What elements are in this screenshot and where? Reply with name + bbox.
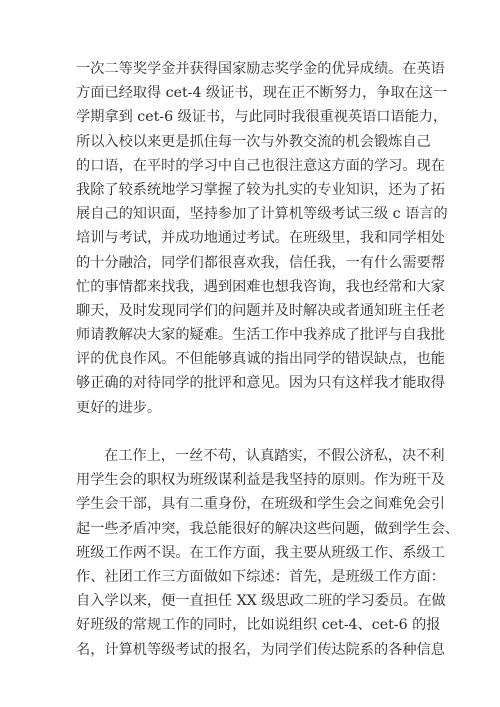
- text-line: 培训与考试，并成功地通过考试。在班级里，我和同学相处: [76, 230, 445, 247]
- paragraph-spacer: [76, 420, 426, 444]
- text-line: 学生会干部，具有二重身份，在班级和学生会之间难免会引: [76, 496, 445, 513]
- text-line: 的十分融洽，同学们都很喜欢我，信任我，一有什么需要帮: [76, 254, 445, 271]
- text-line: 所以入校以来更是抓住每一次与外教交流的机会锻炼自己: [76, 133, 431, 150]
- text-line: 我除了较系统地学习掌握了较为扎实的专业知识，还为了拓: [76, 181, 445, 198]
- text-line: 忙的事情都来找我，遇到困难也想我咨询，我也经常和大家: [76, 278, 445, 295]
- text-line: 展自己的知识面，坚持参加了计算机等级考试三级 c 语言的: [76, 206, 448, 223]
- text-line: 在工作上，一丝不苟，认真踏实，不假公济私，决不利: [104, 448, 445, 464]
- text-line: 学期拿到 cet-6 级证书，与此同时我很重视英语口语能力，: [76, 109, 448, 126]
- text-line: 作、社团工作三方面做如下综述：首先，是班级工作方面：: [76, 568, 445, 585]
- text-line: 聊天，及时发现同学们的问题并及时解决或者通知班主任老: [76, 302, 445, 319]
- text-line: 用学生会的职权为班级谋利益是我坚持的原则。作为班干及: [76, 472, 445, 489]
- text-line: 一次二等奖学金并获得国家励志奖学金的优异成绩。在英语: [76, 61, 445, 77]
- text-line: 的口语，在平时的学习中自己也很注意这方面的学习。现在: [76, 157, 445, 174]
- text-line: 名，计算机等级考试的报名，为同学们传达院系的各种信息: [76, 641, 445, 658]
- text-line: 够正确的对待同学的批评和意见。因为只有这样我才能取得: [76, 375, 445, 392]
- text-line: 起一些矛盾冲突，我总能很好的解决这些问题，做到学生会、: [76, 520, 460, 537]
- text-line: 师请教解决大家的疑难。生活工作中我养成了批评与自我批: [76, 327, 445, 344]
- paragraph-1: [76, 57, 448, 420]
- paragraph-2: [76, 444, 460, 662]
- text-line: 班级工作两不误。在工作方面，我主要从班级工作、系级工: [76, 544, 445, 561]
- body-text: [76, 57, 460, 662]
- text-line: 好班级的常规工作的同时，比如说组织 cet-4、cet-6 的报: [76, 617, 441, 634]
- text-line: 评的优良作风。不但能够真诚的指出同学的错误缺点，也能: [76, 351, 445, 368]
- text-line: 方面已经取得 cet-4 级证书，现在正不断努力，争取在这一: [76, 85, 448, 102]
- text-line: 更好的进步。: [76, 399, 162, 416]
- text-line: 自入学以来，便一直担任 XX 级思政二班的学习委员。在做: [76, 593, 446, 610]
